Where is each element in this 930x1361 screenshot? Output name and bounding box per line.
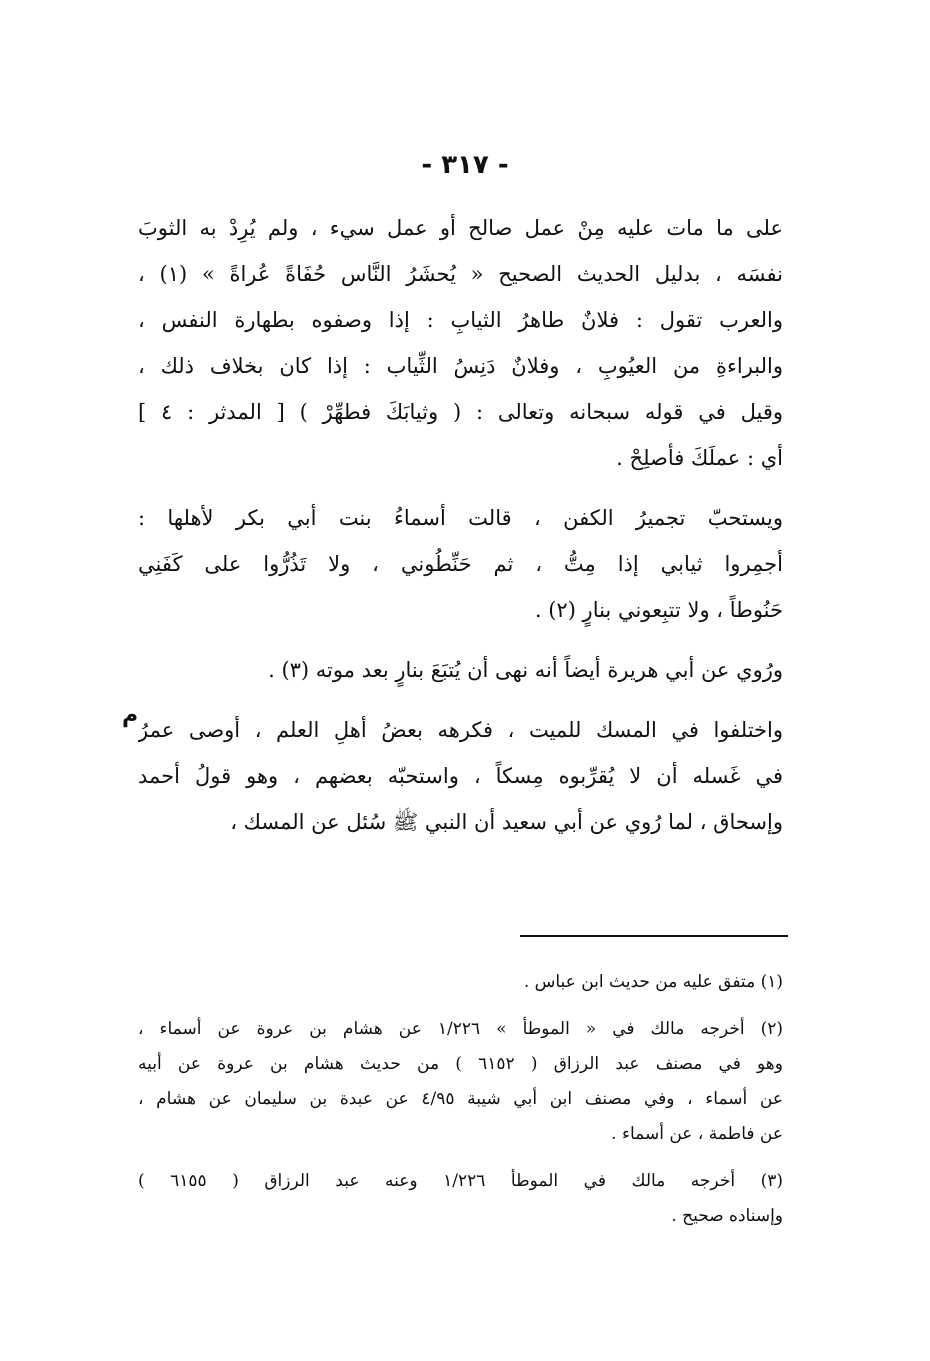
footnote-2: [138, 1012, 783, 1152]
footnote-line: عن أسماء ، وفي مصنف ابن أبي شيبة ٤/٩٥ عن عبدة بن سليمان عن هشام ،: [138, 1089, 783, 1109]
footnote-line: وهو في مصنف عبد الرزاق ( ٦١٥٢ ) من حديث هشام بن عروة عن أبيه: [138, 1054, 783, 1074]
footnote-line: (٣) أخرجه مالك في الموطأ ١/٢٢٦ وعنه عبد الرزاق ( ٦١٥٥ ): [138, 1171, 783, 1191]
paragraph-4: [138, 707, 783, 845]
footnotes: [138, 965, 783, 1246]
text-line: حَنُوطاً ، ولا تتبِعوني بنارٍ (٢) .: [534, 598, 783, 622]
footnote-3: [138, 1164, 783, 1234]
text-line: أي : عملَكَ فأصلِحْ .: [616, 446, 783, 470]
footnote-line: وإسناده صحيح .: [671, 1206, 783, 1226]
page-number: - ٣١٧ -: [421, 150, 509, 180]
footnote-line: عن فاطمة ، عن أسماء .: [611, 1124, 783, 1144]
text-line: ويستحبّ تجميرُ الكفن ، قالت أسماءُ بنت أبي بكر لأهلها :: [138, 506, 783, 530]
text-line: أجمِروا ثيابي إذا مِتُّ ، ثم حَنِّطُوني ، ولا تَذُرُّوا على كَفَنِي: [138, 552, 783, 576]
text-line: وقيل في قوله سبحانه وتعالى : ( وثيابَكَ فطهِّرْ ) [ المدثر : ٤ ]: [138, 400, 783, 424]
paragraph-1: [138, 205, 783, 481]
text-line: ورُوي عن أبي هريرة أيضاً أنه نهى أن يُتبَعَ بنارٍ بعد موته (٣) .: [268, 658, 783, 682]
footnote-1: [138, 965, 783, 1000]
paragraph-3: [138, 647, 783, 693]
text-line: والبراءةِ من العيُوبِ ، وفلانٌ دَنِسُ الثِّياب : إذا كان بخلاف ذلك ،: [138, 354, 783, 378]
paragraph-2: [138, 495, 783, 633]
footnote-separator: [520, 935, 788, 937]
text-line: وإسحاق ، لما رُوي عن أبي سعيد أن النبي ﷺ سُئل عن المسك ،: [230, 810, 783, 834]
text-line: واختلفوا في المسك للميت ، فكرهه بعضُ أهلِ العلم ، أوصى عمرُ: [138, 718, 783, 742]
footnote-line: (١) متفق عليه من حديث ابن عباس .: [523, 972, 783, 992]
main-text: [138, 205, 783, 859]
text-line: على ما مات عليه مِنْ عمل صالح أو عمل سيء ، ولم يُرِدْ به الثوبَ: [138, 216, 783, 240]
text-line: نفسَه ، بدليل الحديث الصحيح « يُحشَرُ النَّاس حُفَاةً عُراةً » (١) ،: [138, 262, 783, 286]
margin-mark: م: [122, 703, 139, 728]
text-line: في غَسله أن لا يُقرِّبوه مِسكاً ، واستحبّه بعضهم ، وهو قولُ أحمد: [138, 764, 783, 788]
footnote-line: (٢) أخرجه مالك في « الموطأ » ١/٢٢٦ عن هشام بن عروة عن أسماء ،: [138, 1019, 783, 1039]
text-line: والعرب تقول : فلانٌ طاهرُ الثيابِ : إذا وصفوه بطهارة النفس ،: [138, 308, 783, 332]
